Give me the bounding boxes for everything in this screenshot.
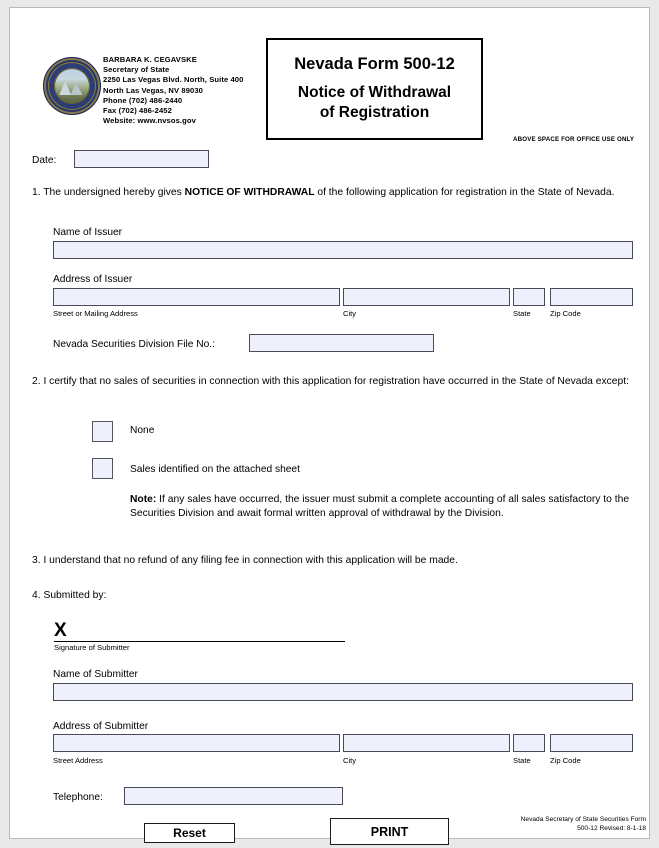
issuer-zip-input[interactable] (550, 288, 633, 306)
submitter-street-caption: Street Address (53, 756, 103, 765)
issuer-name-label: Name of Issuer (53, 227, 123, 238)
issuer-city-input[interactable] (343, 288, 510, 306)
submitter-state-caption: State (513, 756, 531, 765)
checkbox-none-label: None (130, 425, 155, 436)
telephone-label: Telephone: (53, 792, 103, 803)
agency-line-5: Fax (702) 486-2452 (103, 106, 172, 116)
office-use-note: ABOVE SPACE FOR OFFICE USE ONLY (513, 136, 635, 143)
checkbox-sales-attached[interactable] (92, 458, 113, 479)
issuer-zip-caption: Zip Code (550, 309, 581, 318)
form-number: Nevada Form 500-12 (294, 55, 455, 73)
issuer-name-input[interactable] (53, 241, 633, 259)
submitter-city-input[interactable] (343, 734, 510, 752)
issuer-state-caption: State (513, 309, 531, 318)
nevada-state-seal-icon (43, 57, 101, 115)
item1-text-after: of the following application for registration in the State of Nevada. (314, 187, 615, 198)
issuer-street-input[interactable] (53, 288, 340, 306)
item1-text-bold: NOTICE OF WITHDRAWAL (184, 187, 315, 198)
issuer-city-caption: City (343, 309, 357, 318)
form-title-line1: Notice of Withdrawal (297, 84, 452, 101)
form-page (9, 7, 650, 839)
form-revision-line1: Nevada Secretary of State Securities Form (520, 816, 646, 823)
date-label: Date: (32, 155, 57, 166)
telephone-input[interactable] (124, 787, 343, 805)
signature-x-marker: X (54, 620, 67, 641)
issuer-state-input[interactable] (513, 288, 545, 306)
submitter-name-label: Name of Submitter (53, 669, 138, 680)
reset-button[interactable]: Reset (144, 823, 235, 843)
item2-note (130, 493, 635, 521)
submitter-street-input[interactable] (53, 734, 340, 752)
agency-address-block (103, 55, 283, 126)
item1-text-before: 1. The undersigned hereby gives (32, 187, 185, 198)
signature-caption: Signature of Submitter (54, 643, 130, 652)
agency-line-2: 2250 Las Vegas Blvd. North, Suite 400 (103, 75, 244, 85)
submitter-zip-input[interactable] (550, 734, 633, 752)
agency-line-1: Secretary of State (103, 65, 170, 75)
issuer-street-caption: Street or Mailing Address (53, 309, 138, 318)
agency-line-0: BARBARA K. CEGAVSKE (103, 55, 197, 64)
agency-line-3: North Las Vegas, NV 89030 (103, 85, 203, 95)
item1-text (32, 186, 632, 200)
checkbox-sales-attached-label: Sales identified on the attached sheet (130, 464, 300, 475)
submitter-address-label: Address of Submitter (53, 721, 149, 732)
agency-line-4: Phone (702) 486-2440 (103, 95, 183, 105)
submitter-zip-caption: Zip Code (550, 756, 581, 765)
issuer-address-label: Address of Issuer (53, 274, 133, 285)
file-no-input[interactable] (249, 334, 434, 352)
print-button[interactable]: PRINT (330, 818, 449, 845)
item2-note-bold: Note: (130, 494, 157, 505)
submitter-name-input[interactable] (53, 683, 633, 701)
item2-text: 2. I certify that no sales of securities in connection with this application for registration have occurred in the State of Nevada except: (32, 376, 629, 387)
item2-note-text: If any sales have occurred, the issuer must submit a complete accounting of all sales satisfactory to the Securities Division and await formal written approval of withdrawal by the Division. (130, 494, 630, 519)
submitter-city-caption: City (343, 756, 357, 765)
item3-text: 3. I understand that no refund of any filing fee in connection with this application will be made. (32, 555, 458, 566)
signature-line[interactable] (54, 641, 345, 642)
form-title (298, 83, 451, 123)
checkbox-none[interactable] (92, 421, 113, 442)
submitter-state-input[interactable] (513, 734, 545, 752)
form-title-line2: of Registration (319, 104, 430, 121)
agency-line-6: Website: www.nvsos.gov (103, 116, 196, 126)
form-revision-note (488, 815, 646, 833)
item4-text: 4. Submitted by: (32, 590, 107, 601)
form-revision-line2: 500-12 Revised: 8-1-18 (577, 825, 646, 832)
date-input[interactable] (74, 150, 209, 168)
form-title-box (266, 38, 483, 140)
file-no-label: Nevada Securities Division File No.: (53, 339, 215, 350)
